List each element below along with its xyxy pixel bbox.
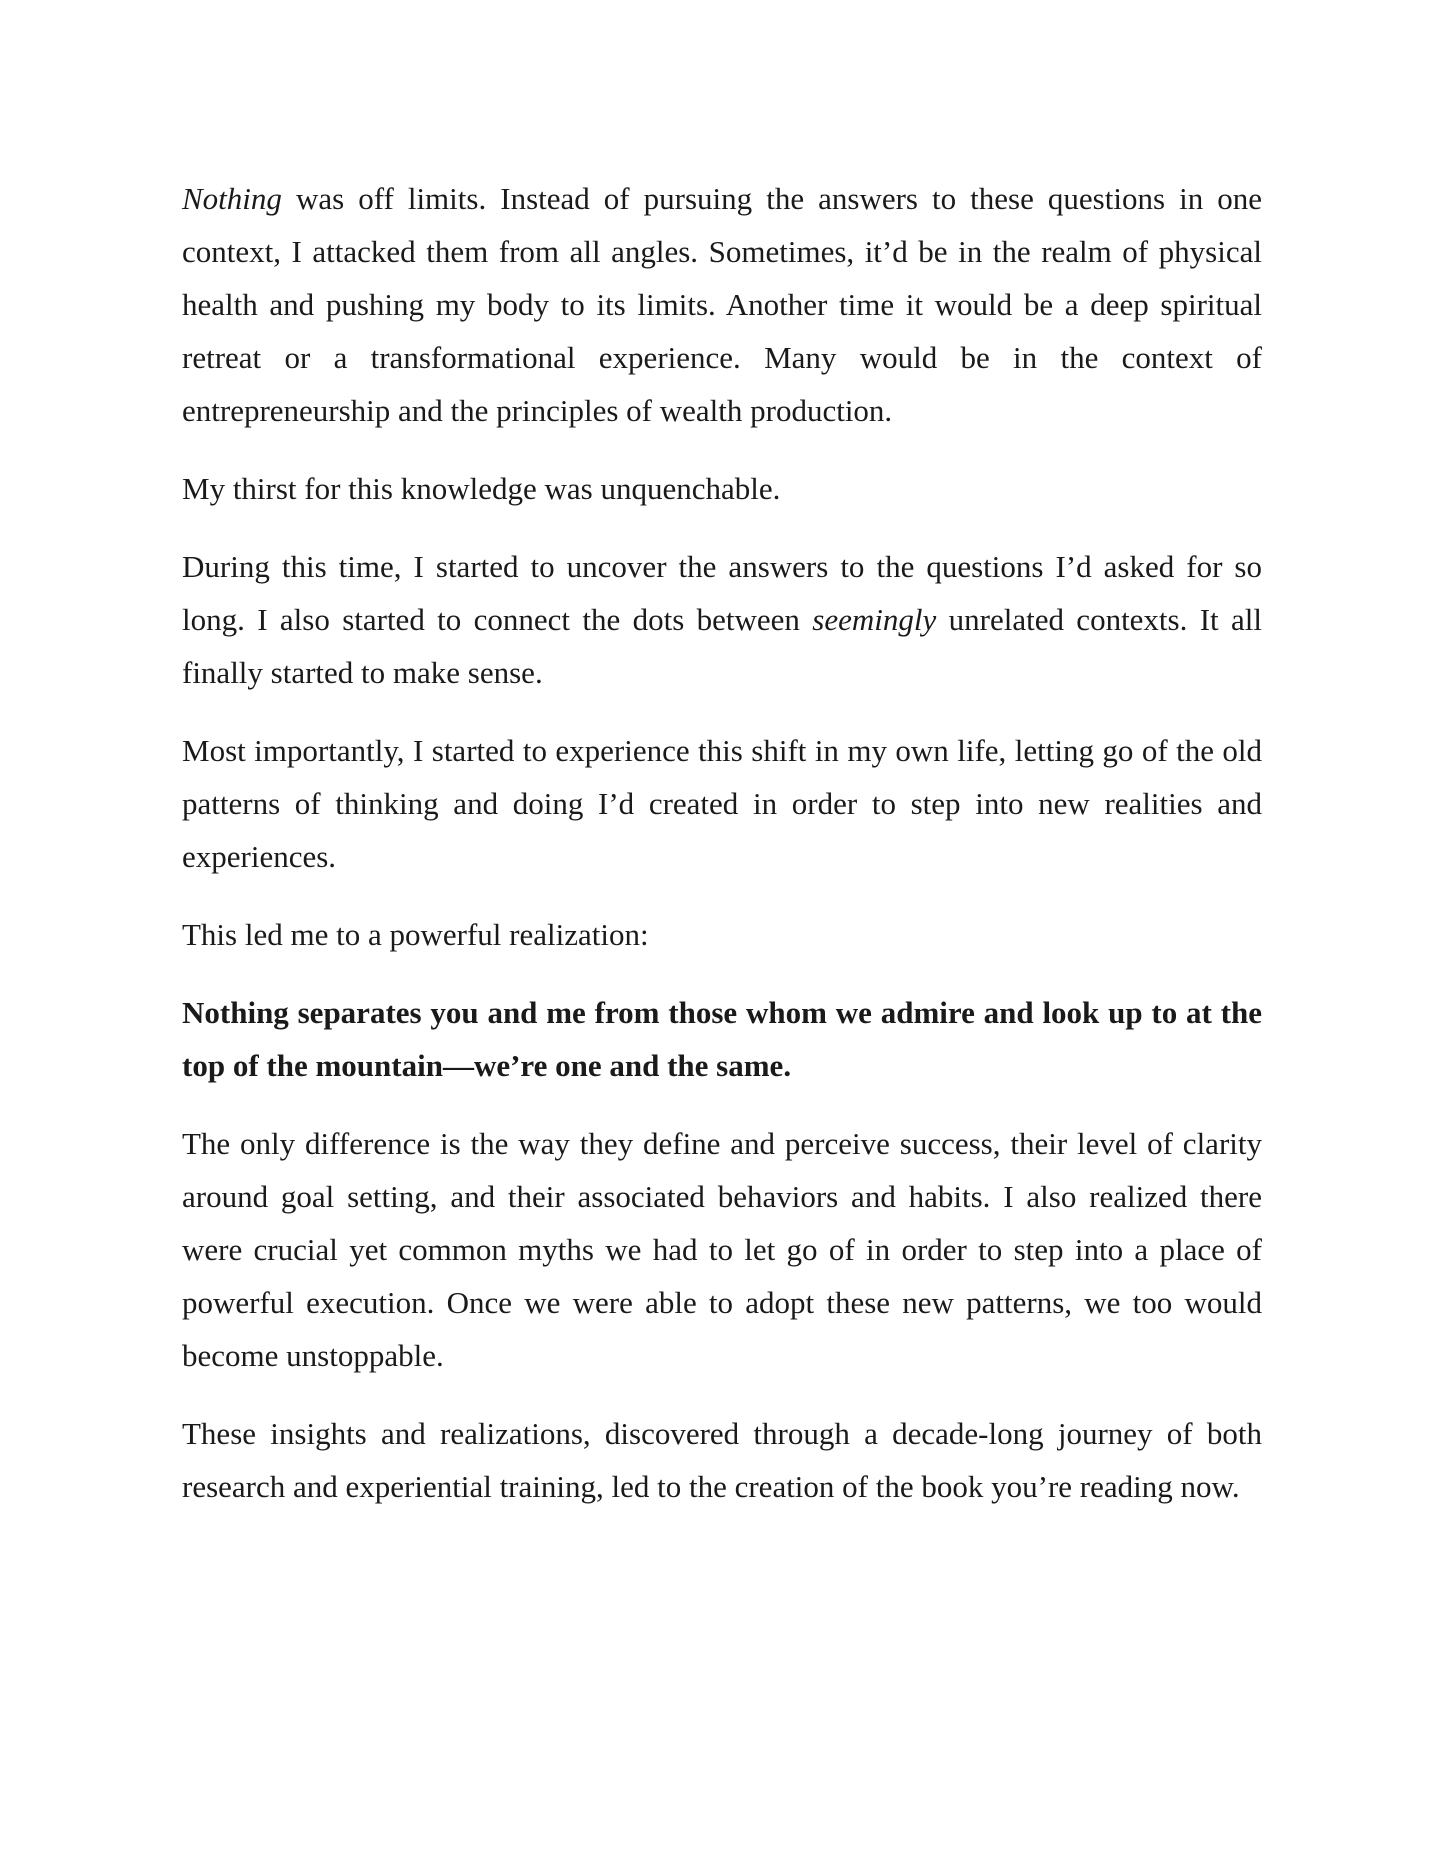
paragraph-7: The only difference is the way they define and perceive success, their level of clarity around goal setting, and their associated behaviors and habits. I also realized there were crucial yet common myths we had to let go of in order to step into a place of powerful execution. Once we were able to adopt these new patterns, we too would become unstoppable.	[182, 1126, 1262, 1373]
italic-seemingly: seemingly	[812, 602, 937, 637]
paragraph-4: Most importantly, I started to experience this shift in my own life, letting go of the old patterns of thinking and doing I’d created in order to step into new realities and experiences.	[182, 733, 1262, 874]
key-realization-statement: Nothing separates you and me from those whom we admire and look up to at the top of the mountain—we’re one and the same.	[182, 995, 1262, 1083]
document-page	[182, 172, 1262, 1538]
paragraph-5: This led me to a powerful realization:	[182, 917, 649, 952]
paragraph-3-text-after: unrelated contexts. It all finally started to make sense.	[182, 602, 1262, 690]
italic-nothing: Nothing	[182, 181, 282, 216]
paragraph-8: These insights and realizations, discovered through a decade-long journey of both research and experiential training, led to the creation of the book you’re reading now.	[182, 1416, 1262, 1504]
paragraph-3	[182, 540, 1262, 699]
paragraph-1-text: was off limits. Instead of pursuing the answers to these questions in one context, I attacked them from all angles. Sometimes, it’d be in the realm of physical health and pushing my body to its limits. Another time it would be a deep spiritual retreat or a transformational experience. Many would be in the context of entrepreneurship and the principles of wealth production.	[182, 181, 1262, 428]
paragraph-2: My thirst for this knowledge was unquenchable.	[182, 471, 781, 506]
paragraph-3-text-before: During this time, I started to uncover the answers to the questions I’d asked for so long. I also started to connect the dots between	[182, 549, 1262, 637]
paragraph-1	[182, 172, 1262, 437]
